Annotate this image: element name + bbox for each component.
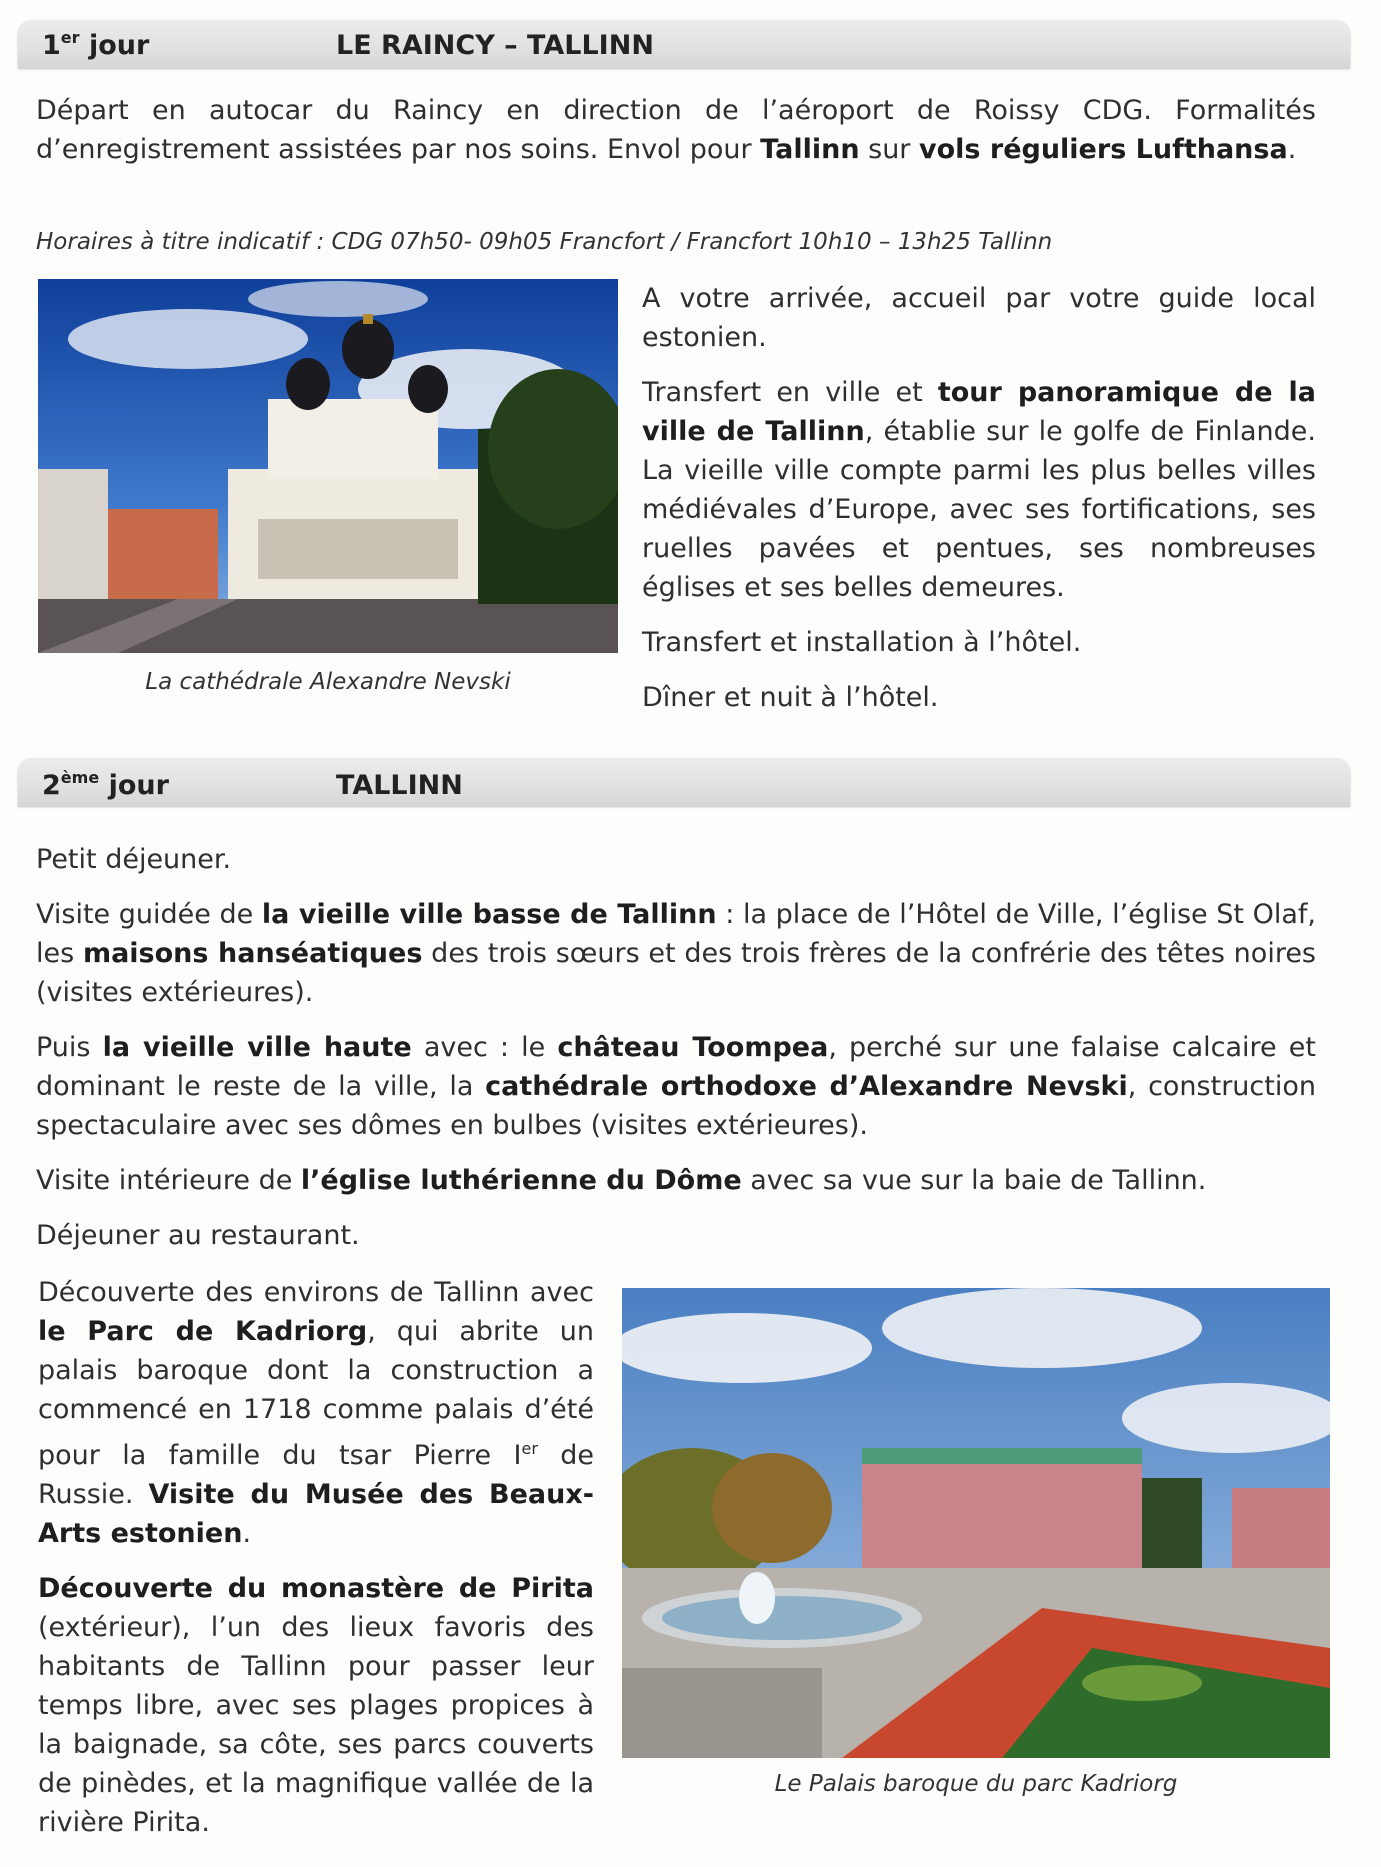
day2-title: TALLINN [336, 770, 463, 801]
day2-pirita [38, 1569, 594, 1842]
day2-main-column [36, 840, 1316, 1255]
text-run: Visite intérieure de [36, 1165, 301, 1196]
text-run: sur [859, 134, 919, 165]
text-run: , construction spectaculaire avec ses dômes en bulbes (visites extérieures). [36, 1071, 1316, 1141]
day1-arrival [642, 279, 1316, 357]
day1-number: 1er jour [42, 28, 150, 61]
bold-text: maisons hanséatiques [82, 938, 423, 969]
bold-text: château Toompea [557, 1032, 829, 1063]
text-run: de Russie. [38, 1440, 594, 1510]
bold-text: cathédrale orthodoxe d’Alexandre Nevski [485, 1071, 1128, 1102]
bold-text: Tallinn [760, 134, 860, 165]
day1-dinner [642, 678, 1316, 717]
day2-lunch [36, 1216, 1316, 1255]
text-run: A votre arrivée, accueil par votre guide local estonien. [642, 283, 1316, 353]
bold-text: la vieille ville basse de Tallinn [261, 899, 717, 930]
day1-hotel-transfer [642, 623, 1316, 662]
day2-left-column [38, 1273, 594, 1842]
text-run: . [242, 1518, 252, 1549]
bold-text: Découverte du monastère de Pirita [38, 1573, 594, 1604]
day1-title: LE RAINCY – TALLINN [336, 30, 654, 61]
bold-text: vols réguliers Lufthansa [919, 134, 1288, 165]
text-run: Déjeuner au restaurant. [36, 1220, 360, 1251]
text-run: Visite guidée de [36, 899, 262, 930]
day2-dome-church [36, 1161, 1316, 1200]
day1-schedule: Horaires à titre indicatif : CDG 07h50- 09h05 Francfort / Francfort 10h10 – 13h25 Tallinn [36, 229, 1053, 255]
day2-header [18, 758, 1350, 806]
day1-panoramic-tour [642, 373, 1316, 607]
text-run: Puis [36, 1032, 103, 1063]
text-run: Découverte des environs de Tallinn avec [38, 1277, 594, 1308]
text-run: des trois sœurs et des trois frères de la confrérie des têtes noires (visites extérieures). [36, 938, 1317, 1008]
day2-kadriorg [38, 1273, 594, 1553]
text-run: avec : le [411, 1032, 558, 1063]
bold-text: tour panoramique de la ville de Tallinn [642, 377, 1317, 447]
text-run: , perché sur une falaise calcaire et dominant le reste de la ville, la [36, 1032, 1316, 1102]
cathedral-photo [38, 279, 618, 653]
text-run: avec sa vue sur la baie de Tallinn. [741, 1165, 1207, 1196]
day1-intro [36, 91, 1316, 169]
kadriorg-caption: Le Palais baroque du parc Kadriorg [774, 1771, 1178, 1797]
day1-right-column [642, 279, 1316, 717]
text-run: Transfert en ville et [642, 377, 938, 408]
day2-number: 2ème jour [42, 768, 169, 801]
day2-breakfast [36, 840, 1316, 879]
day1-header [18, 20, 1350, 68]
text-run: . [1287, 134, 1297, 165]
bold-text: la vieille ville haute [102, 1032, 412, 1063]
text-run: Dîner et nuit à l’hôtel. [642, 682, 939, 713]
text-run: Transfert et installation à l’hôtel. [642, 627, 1082, 658]
text-run: er [521, 1439, 538, 1458]
day2-lower-town [36, 895, 1316, 1012]
cathedral-caption: La cathédrale Alexandre Nevski [145, 669, 511, 695]
bold-text: le Parc de Kadriorg [38, 1316, 368, 1347]
kadriorg-palace-photo [622, 1288, 1330, 1758]
text-run: , qui abrite un palais baroque dont la construction a commencé en 1718 comme palais d’été pour la famille du tsar Pierre I [38, 1316, 594, 1471]
text-run: Départ en autocar du Raincy en direction de l’aéroport de Roissy CDG. Formalités d’enregistrement assistées par nos soins. Envol pour [36, 95, 1316, 165]
day2-upper-town [36, 1028, 1316, 1145]
bold-text: l’église luthérienne du Dôme [300, 1165, 742, 1196]
text-run: Petit déjeuner. [36, 844, 232, 875]
text-run: , établie sur le golfe de Finlande. La vieille ville compte parmi les plus belles villes médiévales d’Europe, avec ses fortifications, ses ruelles pavées et pentues, ses nombreuses églises et ses belles demeures. [642, 416, 1316, 603]
text-run: : la place de l’Hôtel de Ville, l’église St Olaf, les [36, 899, 1316, 969]
text-run: (extérieur), l’un des lieux favoris des habitants de Tallinn pour passer leur temps libre, avec ses plages propices à la baignade, sa côte, ses parcs couverts de pinèdes, et la magnifique vallée de la rivière Pirita. [38, 1612, 594, 1838]
bold-text: Visite du Musée des Beaux-Arts estonien [38, 1479, 594, 1549]
